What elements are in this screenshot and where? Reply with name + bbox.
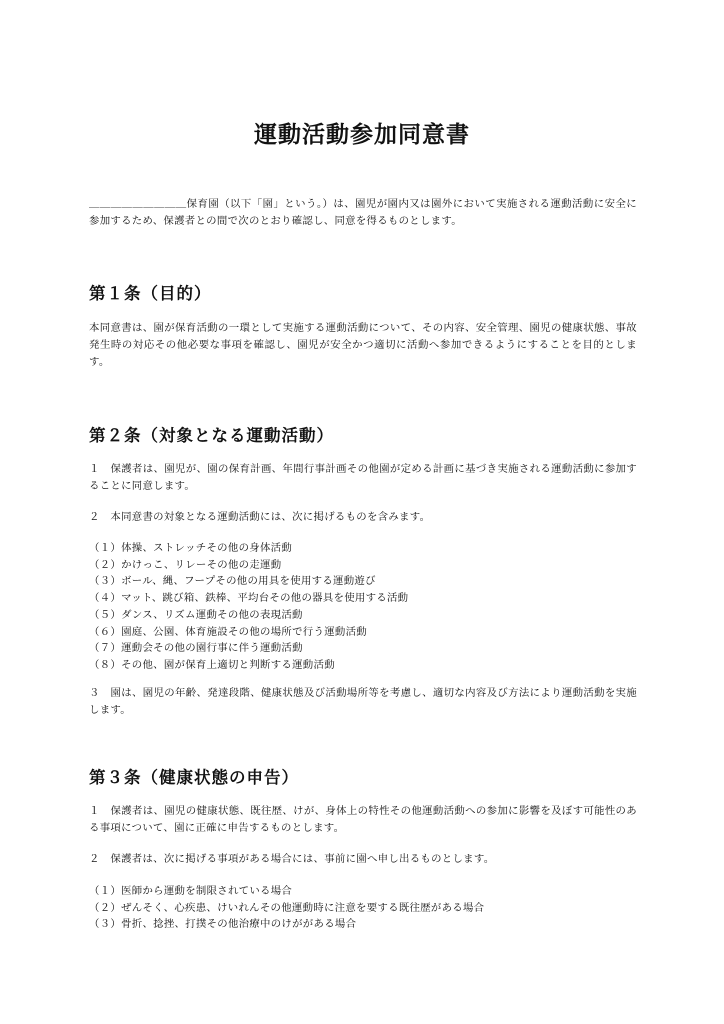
list-item: （２）ぜんそく、心疾患、けいれんその他運動時に注意を要する既往歴がある場合: [89, 901, 485, 914]
article-2-heading: 第２条（対象となる運動活動）: [89, 426, 334, 445]
article-3-paragraph-2: ２ 保護者は、次に掲げる事項がある場合には、事前に園へ申し出るものとします。: [89, 853, 495, 865]
intro-paragraph: ＿＿＿＿＿＿＿＿＿保育園（以下「園」という。）は、園児が園内又は園外において実施される運動活動に安全に参加するため、保護者との間で次のとおり確認し、同意を得るものとします。: [89, 198, 637, 227]
list-item: （３）ボール、縄、フープその他の用具を使用する運動遊び: [89, 575, 376, 588]
list-item: （４）マット、跳び箱、鉄棒、平均台その他の器具を使用する活動: [89, 592, 409, 605]
list-item: （１）医師から運動を制限されている場合: [89, 885, 293, 897]
list-item: （２）かけっこ、リレーその他の走運動: [89, 558, 282, 571]
list-item: （５）ダンス、リズム運動その他の表現活動: [89, 608, 303, 621]
article-2-paragraph-3: ３ 園は、園児の年齢、発達段階、健康状態及び活動場所等を考慮し、適切な内容及び方法により運動活動を実施します。: [89, 687, 637, 716]
list-item: （１）体操、ストレッチその他の身体活動: [89, 542, 293, 554]
list-item: （３）骨折、捻挫、打撲その他治療中のけががある場合: [89, 918, 357, 931]
article-3-heading: 第３条（健康状態の申告）: [89, 768, 299, 787]
article-2-paragraph-1: １ 保護者は、園児が、園の保育計画、年間行事計画その他園が定める計画に基づき実施される運動活動に参加することに同意します。: [89, 463, 637, 492]
article-2-activity-list: [89, 540, 637, 674]
article-3-condition-list: [89, 883, 637, 933]
document-title: 運動活動参加同意書: [254, 122, 470, 148]
article-1-body: 本同意書は、園が保育活動の一環として実施する運動活動について、その内容、安全管理、園児の健康状態、事故発生時の対応その他必要な事項を確認し、園児が安全かつ適切に活動へ参加できるようにすることを目的とします。: [89, 322, 637, 368]
list-item: （８）その他、園が保育上適切と判断する運動活動: [89, 658, 335, 671]
article-3-paragraph-1: １ 保護者は、園児の健康状態、既往歴、けが、身体上の特性その他運動活動への参加に影響を及ぼす可能性のある事項について、園に正確に申告するものとします。: [89, 805, 637, 834]
article-2-paragraph-2: ２ 本同意書の対象となる運動活動には、次に掲げるものを含みます。: [89, 511, 431, 523]
article-1-heading: 第１条（目的）: [89, 284, 212, 303]
list-item: （７）運動会その他の園行事に伴う運動活動: [89, 642, 303, 655]
list-item: （６）園庭、公園、体育施設その他の場所で行う運動活動: [89, 625, 367, 638]
